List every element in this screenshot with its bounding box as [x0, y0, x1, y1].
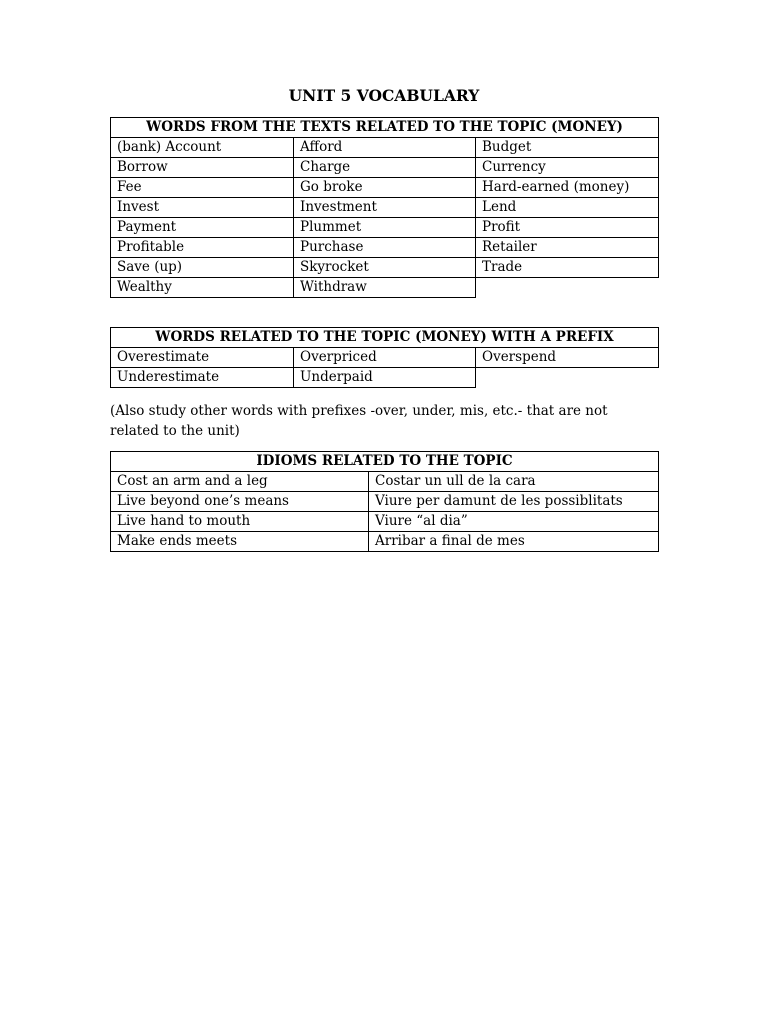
table-cell: Overpriced [294, 348, 476, 368]
table-cell: Withdraw [294, 278, 476, 298]
table-cell: Underestimate [111, 368, 294, 388]
table-cell: Profitable [111, 238, 294, 258]
table-row [111, 178, 659, 198]
table-cell: Retailer [476, 238, 659, 258]
table-cell: Wealthy [111, 278, 294, 298]
table-row [111, 238, 659, 258]
table-cell: (bank) Account [111, 138, 294, 158]
table-row [111, 368, 659, 388]
table-cell: Fee [111, 178, 294, 198]
table-cell: Plummet [294, 218, 476, 238]
table-cell: Invest [111, 198, 294, 218]
table-cell: Investment [294, 198, 476, 218]
idioms-table [110, 451, 659, 552]
table-header: WORDS FROM THE TEXTS RELATED TO THE TOPIC (MONEY) [111, 118, 659, 138]
table-cell: Overestimate [111, 348, 294, 368]
table-cell: Trade [476, 258, 659, 278]
table-row [111, 258, 659, 278]
table-row [111, 492, 659, 512]
table-row [111, 278, 659, 298]
page-title: UNIT 5 VOCABULARY [288, 86, 480, 105]
table-row [111, 158, 659, 178]
table-cell: Viure per damunt de les possiblitats [369, 492, 659, 512]
table-cell: Afford [294, 138, 476, 158]
table-row [111, 198, 659, 218]
table-cell: Hard-earned (money) [476, 178, 659, 198]
table-cell: Costar un ull de la cara [369, 472, 659, 492]
table-cell: Make ends meets [111, 532, 369, 552]
table-cell: Charge [294, 158, 476, 178]
table-cell: Purchase [294, 238, 476, 258]
table-cell: Cost an arm and a leg [111, 472, 369, 492]
table-row [111, 472, 659, 492]
table-cell: Budget [476, 138, 659, 158]
table-cell: Go broke [294, 178, 476, 198]
table-cell: Payment [111, 218, 294, 238]
table-cell: Arribar a final de mes [369, 532, 659, 552]
table-row [111, 532, 659, 552]
table-cell: Overspend [476, 348, 659, 368]
table-row [111, 138, 659, 158]
table-header: WORDS RELATED TO THE TOPIC (MONEY) WITH A PREFIX [111, 328, 659, 348]
table-cell: Live beyond one’s means [111, 492, 369, 512]
empty-cell [476, 278, 659, 298]
table-header: IDIOMS RELATED TO THE TOPIC [111, 452, 659, 472]
money-vocabulary-table [110, 117, 659, 298]
table-cell: Lend [476, 198, 659, 218]
table-cell: Underpaid [294, 368, 476, 388]
table-cell: Skyrocket [294, 258, 476, 278]
prefix-vocabulary-table [110, 327, 659, 388]
table-row [111, 218, 659, 238]
table-cell: Currency [476, 158, 659, 178]
table-cell: Save (up) [111, 258, 294, 278]
study-note: (Also study other words with prefixes -over, under, mis, etc.- that are not related to the unit) [110, 403, 608, 439]
table-cell: Viure “al dia” [369, 512, 659, 532]
empty-cell [476, 368, 659, 388]
table-cell: Live hand to mouth [111, 512, 369, 532]
table-cell: Borrow [111, 158, 294, 178]
table-row [111, 348, 659, 368]
table-cell: Profit [476, 218, 659, 238]
table-row [111, 512, 659, 532]
